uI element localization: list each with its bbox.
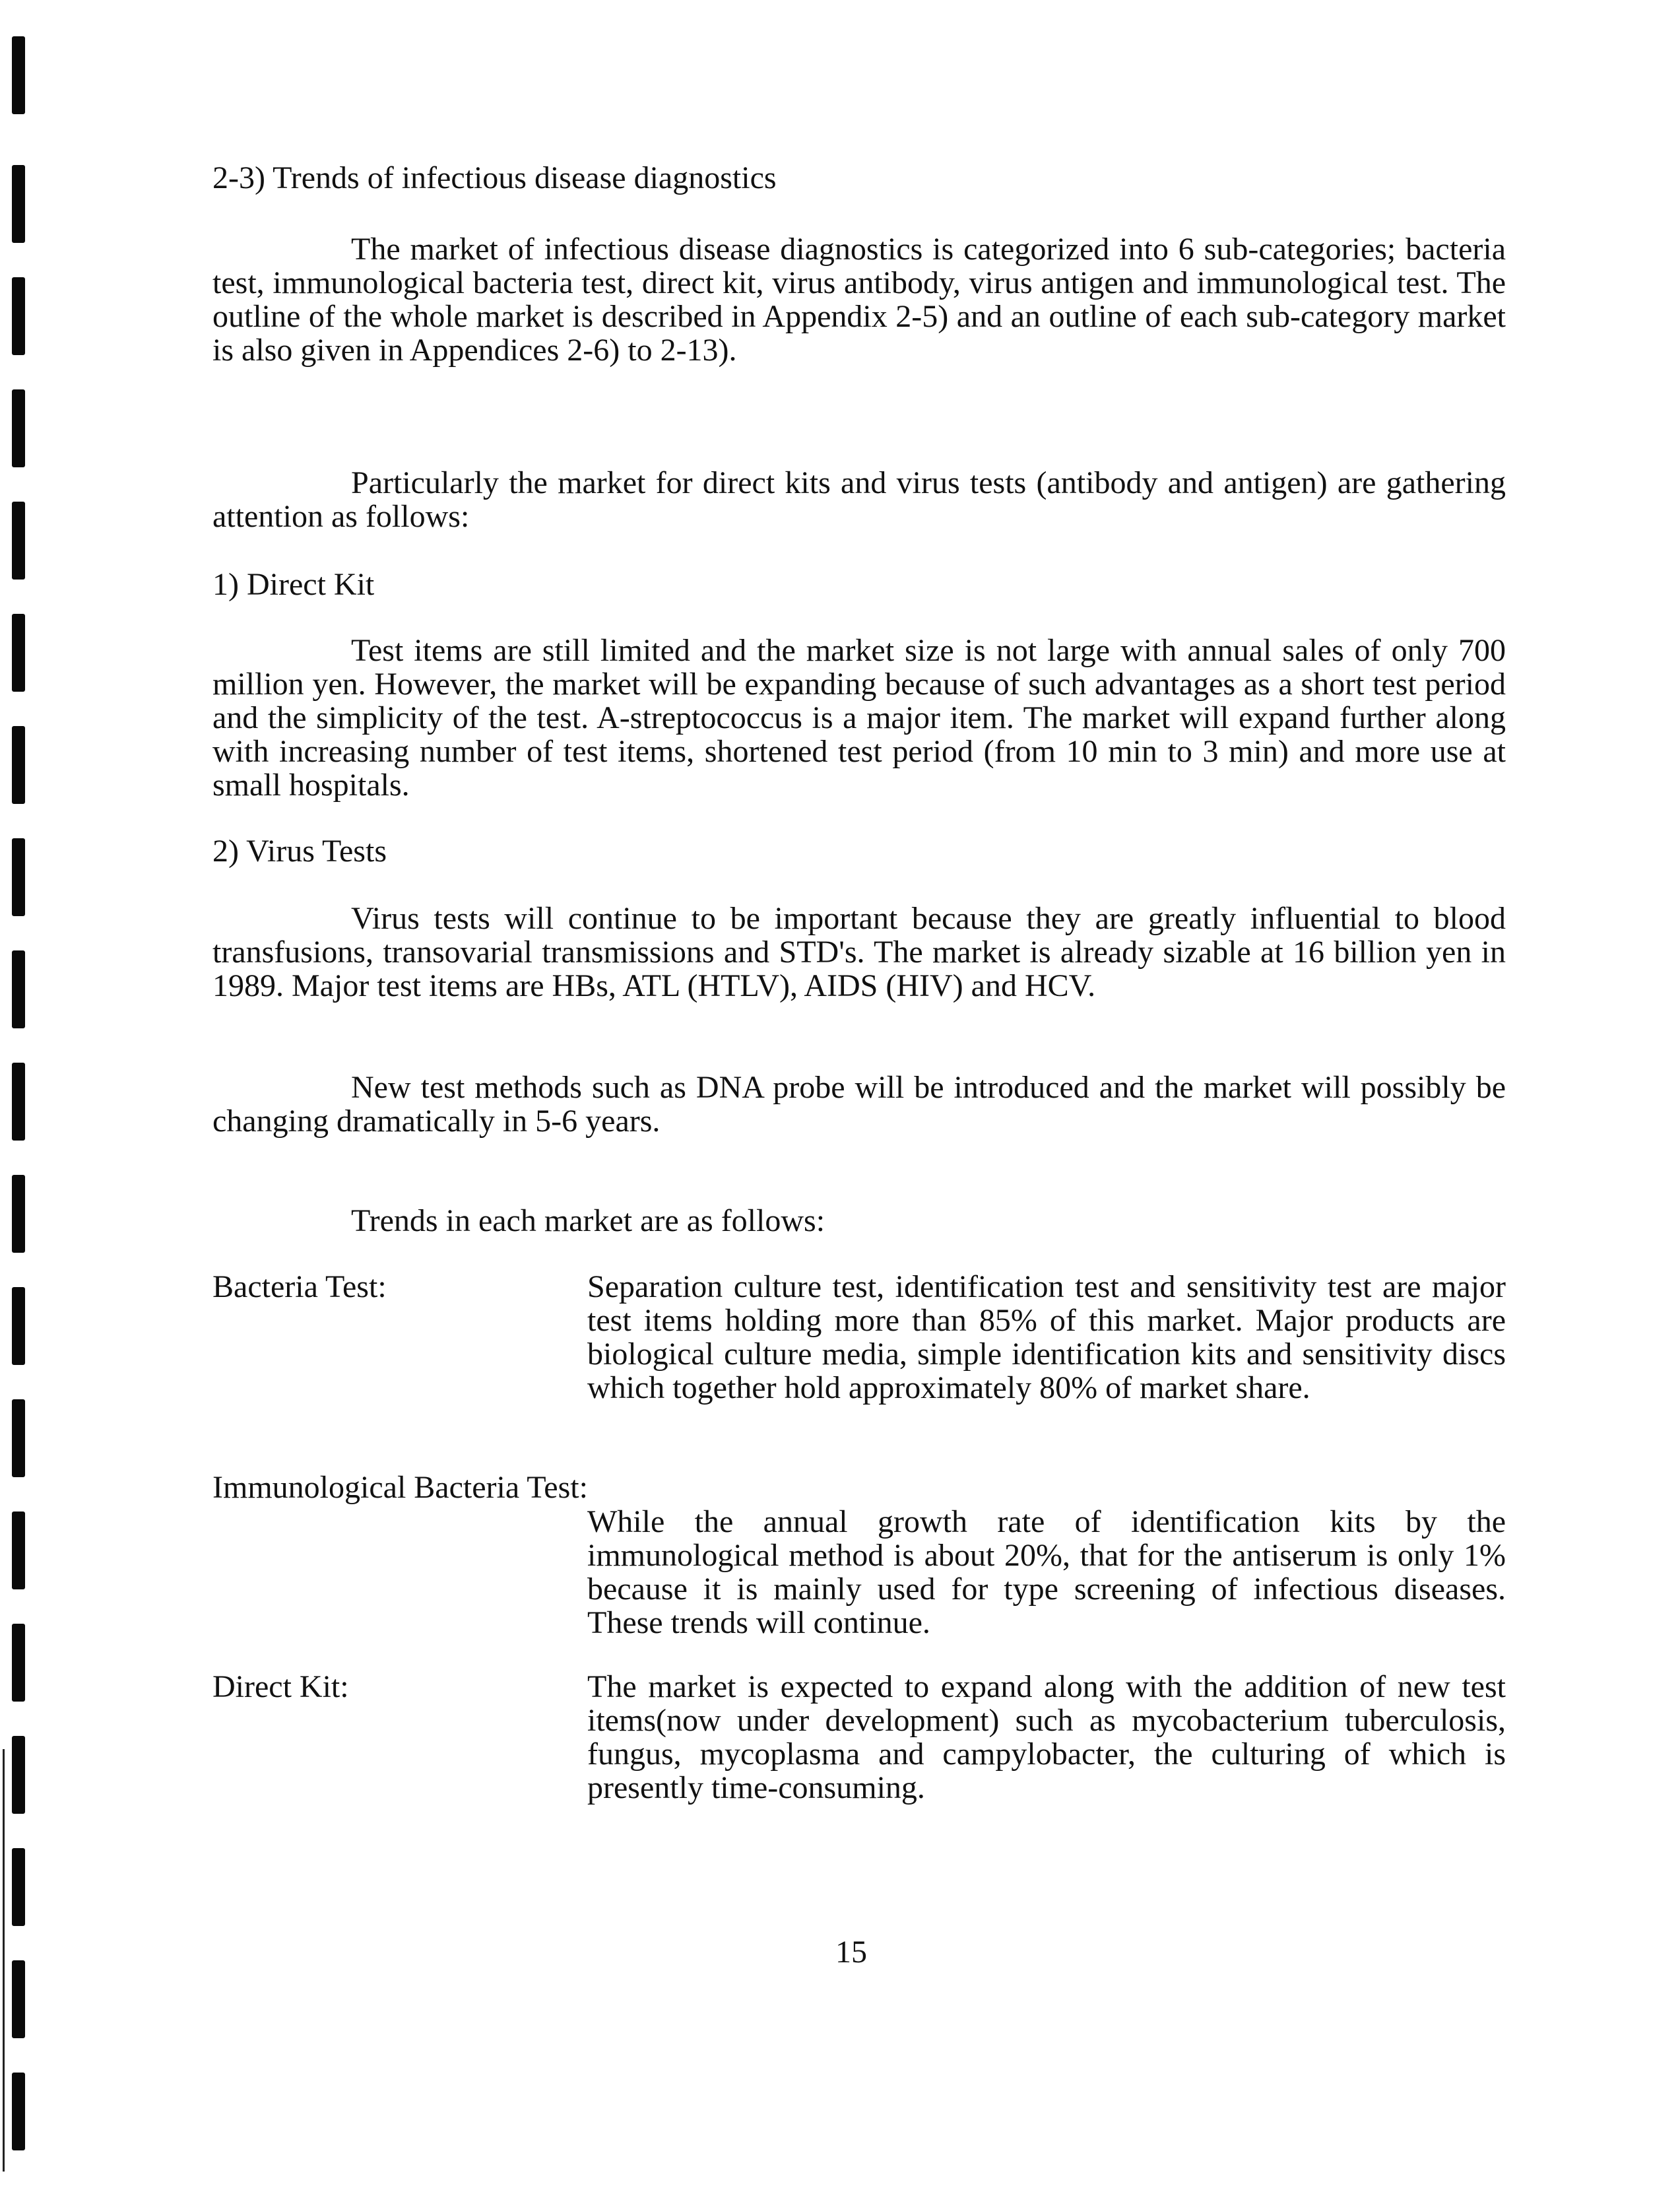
margin-mark <box>12 726 25 804</box>
trend-description: The market is expected to expand along with the addition of new test items(now under development) such as mycobacterium tuberculosis, fungus, mycoplasma and campylobacter, the culturing of which is presently time-consuming. <box>587 1669 1506 1805</box>
margin-mark <box>12 1848 25 1926</box>
margin-mark <box>12 1624 25 1702</box>
margin-mark <box>12 1063 25 1141</box>
particular-paragraph: Particularly the market for direct kits and virus tests (antibody and antigen) are gathering attention as follows: <box>212 465 1506 534</box>
margin-mark <box>12 1511 25 1589</box>
margin-mark <box>12 2073 25 2150</box>
margin-mark <box>12 1287 25 1365</box>
section-heading: 2-3) Trends of infectious disease diagnostics <box>212 160 777 195</box>
page-number: 15 <box>835 1935 867 1970</box>
virus-tests-paragraph: Virus tests will continue to be important because they are greatly influential to blood transfusions, transovarial transmissions and STD's. The market is already sizable at 16 billion yen in 1989. Major test items are HBs, ATL (HTLV), AIDS (HIV) and HCV. <box>212 901 1506 1003</box>
trend-label: Direct Kit: <box>212 1669 349 1704</box>
virus-tests-heading: 2) Virus Tests <box>212 834 387 869</box>
trend-description: Separation culture test, identification test and sensitivity test are major test items holding more than 85% of this market. Major products are biological culture media, simple identification kits and sensitivity discs which together hold approximately 80% of market share. <box>587 1269 1506 1405</box>
margin-mark <box>12 389 25 467</box>
margin-mark <box>12 1175 25 1253</box>
margin-mark <box>12 838 25 916</box>
margin-mark <box>12 1399 25 1477</box>
trend-label: Bacteria Test: <box>212 1269 387 1304</box>
margin-mark <box>12 502 25 580</box>
margin-mark <box>12 277 25 355</box>
margin-mark <box>12 1736 25 1814</box>
direct-kit-paragraph: Test items are still limited and the market size is not large with annual sales of only 700 million yen. However, the market will be expanding because of such advantages as a short test period and the simplicity of the test. A-streptococcus is a major item. The market will expand further along with increasing number of test items, shortened test period (from 10 min to 3 min) and more use at small hospitals. <box>212 633 1506 803</box>
trends-intro: Trends in each market are as follows: <box>351 1203 825 1238</box>
virus-tests-paragraph-2: New test methods such as DNA probe will be introduced and the market will possibly be changing dramatically in 5-6 years. <box>212 1070 1506 1139</box>
trend-label: Immunological Bacteria Test: <box>212 1470 588 1505</box>
intro-paragraph: The market of infectious disease diagnostics is categorized into 6 sub-categories; bacteria test, immunological bacteria test, direct kit, virus antibody, virus antigen and immunological test. The outline of the whole market is described in Appendix 2-5) and an outline of each sub-category market is also given in Appendices 2-6) to 2-13). <box>212 232 1506 368</box>
page-edge-line <box>3 1749 5 2172</box>
direct-kit-heading: 1) Direct Kit <box>212 567 375 602</box>
margin-mark <box>12 950 25 1028</box>
margin-mark <box>12 36 25 114</box>
margin-mark <box>12 165 25 243</box>
binding-margin-marks <box>0 0 40 2192</box>
trend-description: While the annual growth rate of identification kits by the immunological method is about 20%, that for the antiserum is only 1% because it is mainly used for type screening of infectious diseases. These trends will continue. <box>587 1504 1506 1640</box>
margin-mark <box>12 614 25 692</box>
margin-mark <box>12 1960 25 2038</box>
